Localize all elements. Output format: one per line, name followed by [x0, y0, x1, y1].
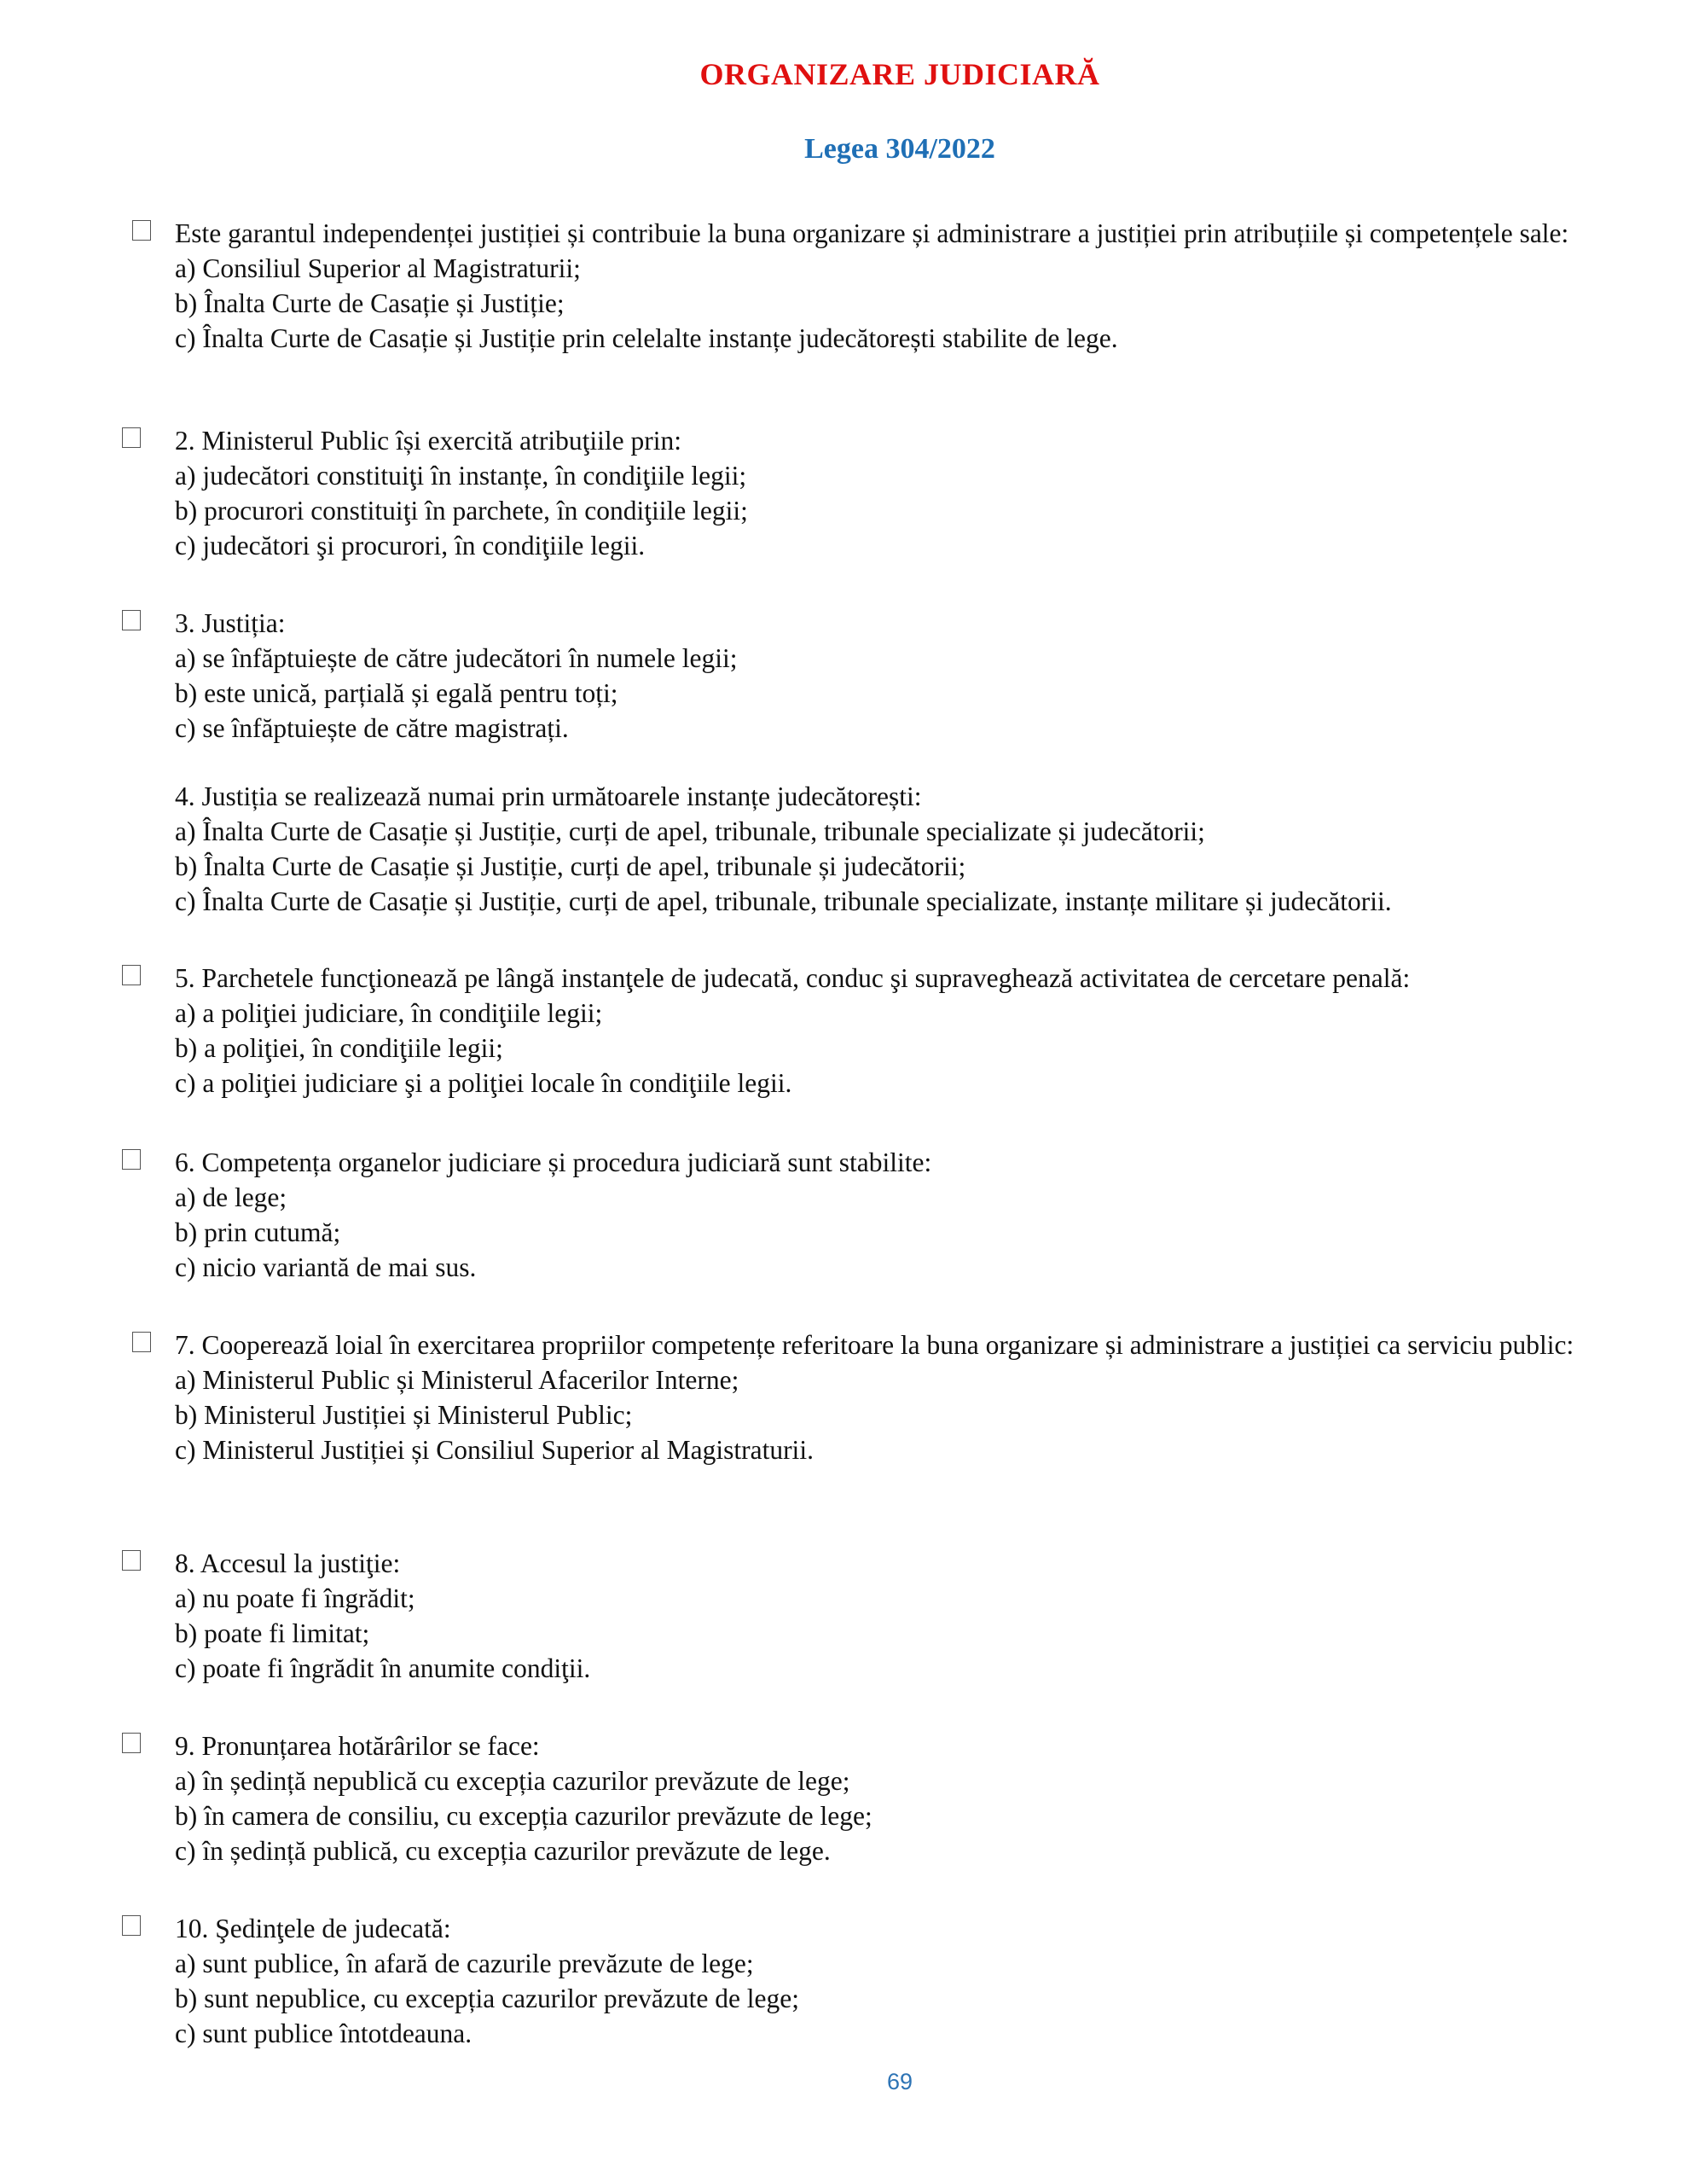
question-stem: 10. Şedinţele de judecată:	[175, 1914, 451, 1943]
option-b: b) sunt nepublice, cu excepția cazurilor prevăzute de lege;	[175, 1984, 800, 2013]
option-b: b) a poliţiei, în condiţiile legii;	[175, 1033, 503, 1063]
option-a: a) a poliţiei judiciare, în condiţiile legii;	[175, 998, 603, 1028]
answer-checkbox-q7[interactable]	[132, 1332, 151, 1352]
option-b: b) este unică, parțială și egală pentru toți;	[175, 678, 618, 708]
question-stem: 5. Parchetele funcţionează pe lângă instanţele de judecată, conduc şi supraveghează activitatea de cercetare penală:	[175, 963, 1411, 993]
answer-checkbox-q8[interactable]	[122, 1550, 141, 1571]
option-c: c) Ministerul Justiției și Consiliul Superior al Magistraturii.	[175, 1435, 814, 1465]
option-c: c) Înalta Curte de Casație și Justiție, curți de apel, tribunale, tribunale specializate, instanțe militare și judecătorii.	[175, 886, 1392, 916]
document-title: ORGANIZARE JUDICIARĂ	[699, 57, 1100, 91]
option-c: c) se înfăptuiește de către magistrați.	[175, 713, 569, 743]
question-stem: 2. Ministerul Public își exercită atribuţiile prin:	[175, 426, 682, 456]
option-c: c) poate fi îngrădit în anumite condiţii.	[175, 1653, 591, 1683]
question-3	[175, 606, 1659, 746]
question-stem: 6. Competența organelor judiciare și procedura judiciară sunt stabilite:	[175, 1147, 932, 1177]
question-stem: 9. Pronunțarea hotărârilor se face:	[175, 1731, 540, 1761]
answer-checkbox-q10[interactable]	[122, 1915, 141, 1936]
answer-checkbox-q1[interactable]	[132, 220, 151, 241]
option-a: a) nu poate fi îngrădit;	[175, 1583, 415, 1613]
option-b: b) Înalta Curte de Casație și Justiție;	[175, 288, 565, 318]
option-a: a) Ministerul Public și Ministerul Afacerilor Interne;	[175, 1365, 739, 1395]
answer-checkbox-q9[interactable]	[122, 1733, 141, 1753]
option-a: a) de lege;	[175, 1182, 287, 1212]
option-a: a) Înalta Curte de Casație și Justiție, curți de apel, tribunale, tribunale specializate și judecătorii;	[175, 816, 1205, 846]
option-c: c) judecători şi procurori, în condiţiile legii.	[175, 531, 646, 561]
question-2	[175, 423, 1659, 563]
option-c: c) a poliţiei judiciare şi a poliţiei locale în condiţiile legii.	[175, 1068, 792, 1098]
answer-checkbox-q2[interactable]	[122, 427, 141, 448]
option-b: b) Înalta Curte de Casație și Justiție, curți de apel, tribunale și judecătorii;	[175, 851, 966, 881]
option-a: a) Consiliul Superior al Magistraturii;	[175, 253, 581, 283]
option-c: c) Înalta Curte de Casație și Justiție prin celelalte instanțe judecătorești stabilite de lege.	[175, 323, 1118, 353]
question-stem: 3. Justiția:	[175, 608, 286, 638]
document-subtitle: Legea 304/2022	[804, 133, 995, 165]
option-a: a) se înfăptuiește de către judecători în numele legii;	[175, 643, 738, 673]
answer-checkbox-q3[interactable]	[122, 610, 141, 630]
option-b: b) Ministerul Justiției și Ministerul Public;	[175, 1400, 633, 1430]
option-c: c) în ședință publică, cu excepția cazurilor prevăzute de lege.	[175, 1836, 831, 1866]
question-stem: Este garantul independenței justiției și contribuie la buna organizare și administrare a justiției prin atribuțiile și competențele sale:	[175, 218, 1569, 248]
question-6	[175, 1145, 1659, 1285]
option-c: c) nicio variantă de mai sus.	[175, 1252, 477, 1282]
answer-checkbox-q5[interactable]	[122, 965, 141, 985]
question-9	[175, 1728, 1659, 1868]
question-7	[175, 1327, 1659, 1467]
answer-checkbox-q6[interactable]	[122, 1149, 141, 1170]
question-stem: 4. Justiția se realizează numai prin următoarele instanțe judecătorești:	[175, 781, 922, 811]
question-stem: 7. Cooperează loial în exercitarea propriilor competențe referitoare la buna organizare și administrare a justiției ca serviciu public:	[175, 1330, 1574, 1360]
option-b: b) poate fi limitat;	[175, 1618, 370, 1648]
option-a: a) sunt publice, în afară de cazurile prevăzute de lege;	[175, 1949, 754, 1978]
option-b: b) prin cutumă;	[175, 1217, 341, 1247]
question-stem: 8. Accesul la justiţie:	[175, 1548, 401, 1578]
option-c: c) sunt publice întotdeauna.	[175, 2018, 472, 2048]
question-1	[175, 216, 1659, 356]
question-8	[175, 1546, 1659, 1686]
question-4	[175, 779, 1659, 919]
page-number: 69	[886, 2069, 913, 2094]
question-5	[175, 961, 1659, 1101]
option-a: a) judecători constituiţi în instanțe, în condiţiile legii;	[175, 461, 747, 491]
option-b: b) în camera de consiliu, cu excepția cazurilor prevăzute de lege;	[175, 1801, 872, 1831]
option-b: b) procurori constituiţi în parchete, în condiţiile legii;	[175, 496, 748, 526]
question-10	[175, 1911, 1659, 2051]
option-a: a) în ședință nepublică cu excepția cazurilor prevăzute de lege;	[175, 1766, 850, 1796]
